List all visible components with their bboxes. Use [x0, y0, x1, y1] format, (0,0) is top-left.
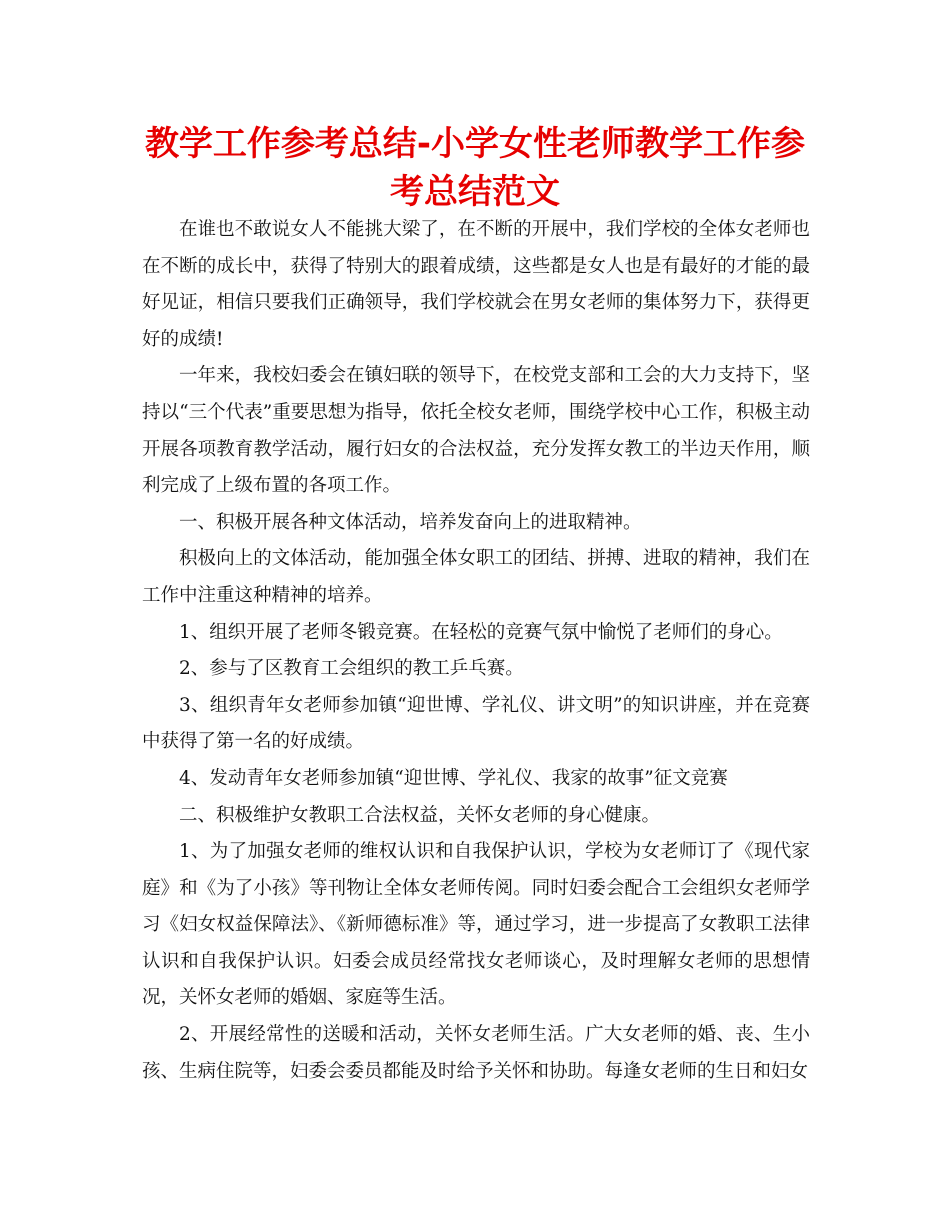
document-title: 教学工作参考总结-小学女性老师教学工作参考总结范文	[144, 124, 806, 212]
paragraph-overview: 一年来，我校妇委会在镇妇联的领导下，在校党支部和工会的大力支持下，坚持以“三个代表”重要思想为指导，依托全校女老师，围绕学校中心工作，积极主动开展各项教育教学活动，履行妇女的合法权益，充分发挥女教工的半边天作用，顺利完成了上级布置的各项工作。	[142, 365, 810, 497]
list-item-2-1: 1、为了加强女老师的维权认识和自我保护认识，学校为女老师订了《现代家庭》和《为了小孩》等刊物让全体女老师传阅。同时妇委会配合工会组织女老师学习《妇女权益保障法》、《新师德标准》等，通过学习，进一步提高了女教职工法律认识和自我保护认识。妇委会成员经常找女老师谈心，及时理解女老师的思想情况，关怀女老师的婚姻、家庭等生活。	[142, 841, 810, 1009]
list-item-1-4: 4、发动青年女老师参加镇“迎世博、学礼仪、我家的故事”征文竞赛	[179, 767, 728, 789]
section-heading-2: 二、积极维护女教职工合法权益，关怀女老师的身心健康。	[179, 804, 661, 826]
list-item-2-2: 2、开展经常性的送暖和活动，关怀女老师生活。广大女老师的婚、丧、生小孩、生病住院等，妇委会委员都能及时给予关怀和协助。每逢女老师的生日和妇女	[142, 1024, 810, 1082]
paragraph-intro: 在谁也不敢说女人不能挑大梁了，在不断的开展中，我们学校的全体女老师也在不断的成长中，获得了特别大的跟着成绩，这些都是女人也是有最好的才能的最好见证，相信只要我们正确领导，我们学校就会在男女老师的集体努力下，获得更好的成绩!	[142, 219, 810, 350]
document-body	[142, 212, 810, 1090]
list-item-1-3: 3、组织青年女老师参加镇“迎世博、学礼仪、讲文明”的知识讲座，并在竞赛中获得了第一名的好成绩。	[142, 694, 810, 753]
list-item-1-2: 2、参与了区教育工会组织的教工乒乓赛。	[179, 658, 524, 680]
section-heading-1: 一、积极开展各种文体活动，培养发奋向上的进取精神。	[179, 511, 642, 533]
paragraph-section-1: 积极向上的文体活动，能加强全体女职工的团结、拼搏、进取的精神，我们在工作中注重这种精神的培养。	[142, 548, 810, 606]
list-item-1-1: 1、组织开展了老师冬锻竞赛。在轻松的竞赛气氛中愉悦了老师们的身心。	[179, 621, 783, 643]
